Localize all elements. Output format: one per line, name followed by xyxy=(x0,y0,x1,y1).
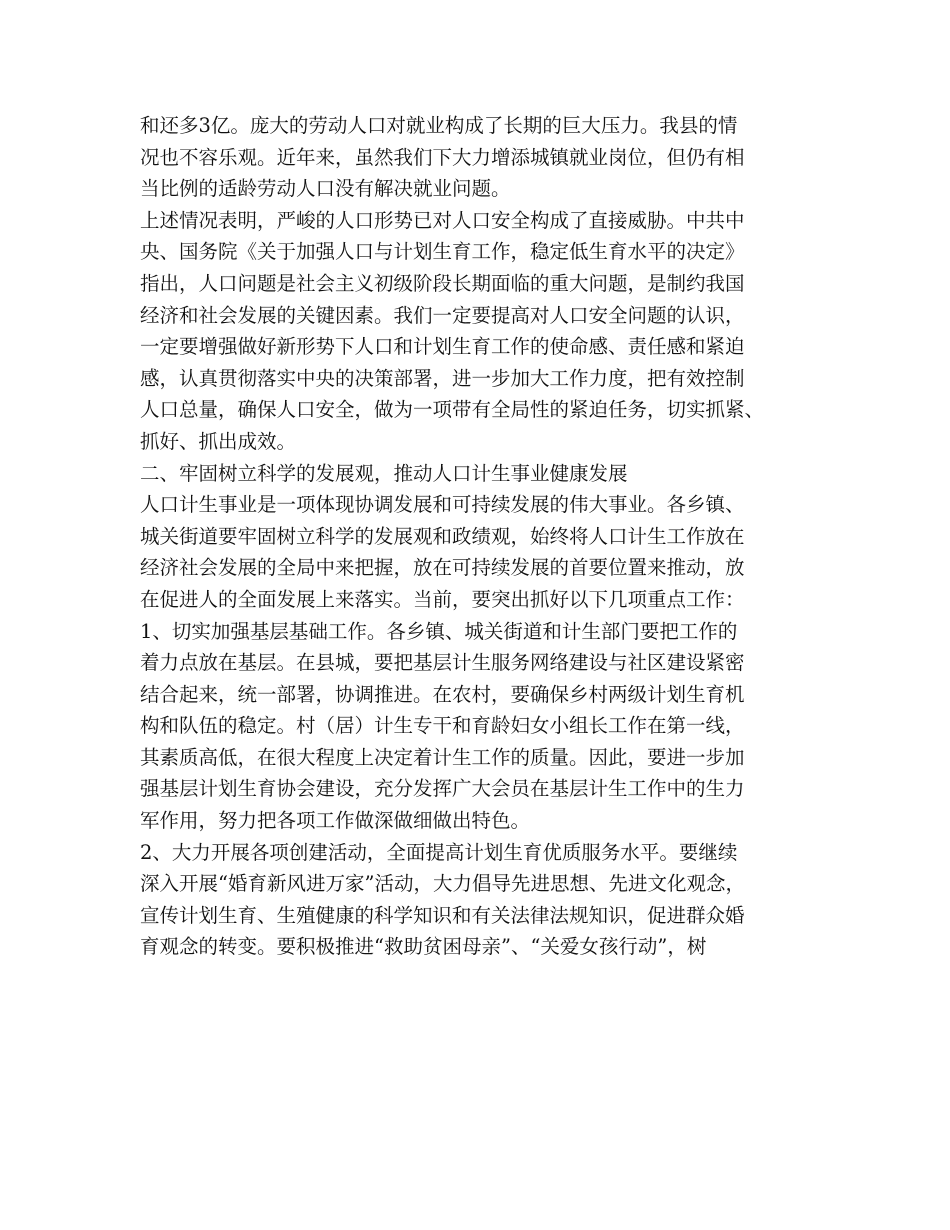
text-line: 经济社会发展的全局中来把握，放在可持续发展的首要位置来推动，放 xyxy=(140,556,745,580)
text-line: 在促进人的全面发展上来落实。当前，要突出抓好以下几项重点工作： xyxy=(140,587,745,611)
text-line: 当比例的适龄劳动人口没有解决就业问题。 xyxy=(140,177,511,201)
text-line: 强基层计划生育协会建设，充分发挥广大会员在基层计生工作中的生力 xyxy=(140,777,745,801)
text-line: 着力点放在基层。在县城，要把基层计生服务网络建设与社区建设紧密 xyxy=(140,651,745,675)
text-line: 人口总量，确保人口安全，做为一项带有全局性的紧迫任务，切实抓紧、 xyxy=(140,398,765,422)
text-line: 上述情况表明，严峻的人口形势已对人口安全构成了直接威胁。中共中 xyxy=(140,208,745,232)
text-line: 抓好、抓出成效。 xyxy=(140,429,297,453)
text-line: 1、切实加强基层基础工作。各乡镇、城关街道和计生部门要把工作的 xyxy=(140,619,738,643)
text-line: 深入开展“婚育新风进万家”活动，大力倡导先进思想、先进文化观念， xyxy=(140,872,745,896)
text-line: 和还多3亿。庞大的劳动人口对就业构成了长期的巨大压力。我县的情 xyxy=(140,114,738,137)
text-line: 城关街道要牢固树立科学的发展观和政绩观，始终将人口计生工作放在 xyxy=(140,524,745,548)
text-line: 宣传计划生育、生殖健康的科学知识和有关法律法规知识，促进群众婚 xyxy=(140,903,745,927)
text-line: 况也不容乐观。近年来，虽然我们下大力增添城镇就业岗位，但仍有相 xyxy=(140,145,745,169)
text-line: 2、大力开展各项创建活动，全面提高计划生育优质服务水平。要继续 xyxy=(140,840,738,864)
text-line: 央、国务院《关于加强人口与计划生育工作，稳定低生育水平的决定》 xyxy=(140,240,745,264)
text-line: 指出，人口问题是社会主义初级阶段长期面临的重大问题，是制约我国 xyxy=(140,271,745,295)
text-line: 经济和社会发展的关键因素。我们一定要提高对人口安全问题的认识， xyxy=(140,303,745,327)
text-line: 构和队伍的稳定。村（居）计生专干和育龄妇女小组长工作在第一线， xyxy=(140,714,745,738)
document-page xyxy=(140,110,830,963)
text-line: 育观念的转变。要积极推进“救助贫困母亲”、“关爱女孩行动”，树 xyxy=(140,935,707,959)
text-line: 人口计生事业是一项体现协调发展和可持续发展的伟大事业。各乡镇、 xyxy=(140,493,745,517)
text-line: 其素质高低，在很大程度上决定着计生工作的质量。因此，要进一步加 xyxy=(140,745,745,769)
text-line: 结合起来，统一部署，协调推进。在农村，要确保乡村两级计划生育机 xyxy=(140,682,745,706)
text-line: 一定要增强做好新形势下人口和计划生育工作的使命感、责任感和紧迫 xyxy=(140,335,745,359)
text-line: 感，认真贯彻落实中央的决策部署，进一步加大工作力度，把有效控制 xyxy=(140,366,745,390)
text-line: 军作用，努力把各项工作做深做细做出特色。 xyxy=(140,809,531,833)
section-heading: 二、牢固树立科学的发展观，推动人口计生事业健康发展 xyxy=(140,461,628,485)
